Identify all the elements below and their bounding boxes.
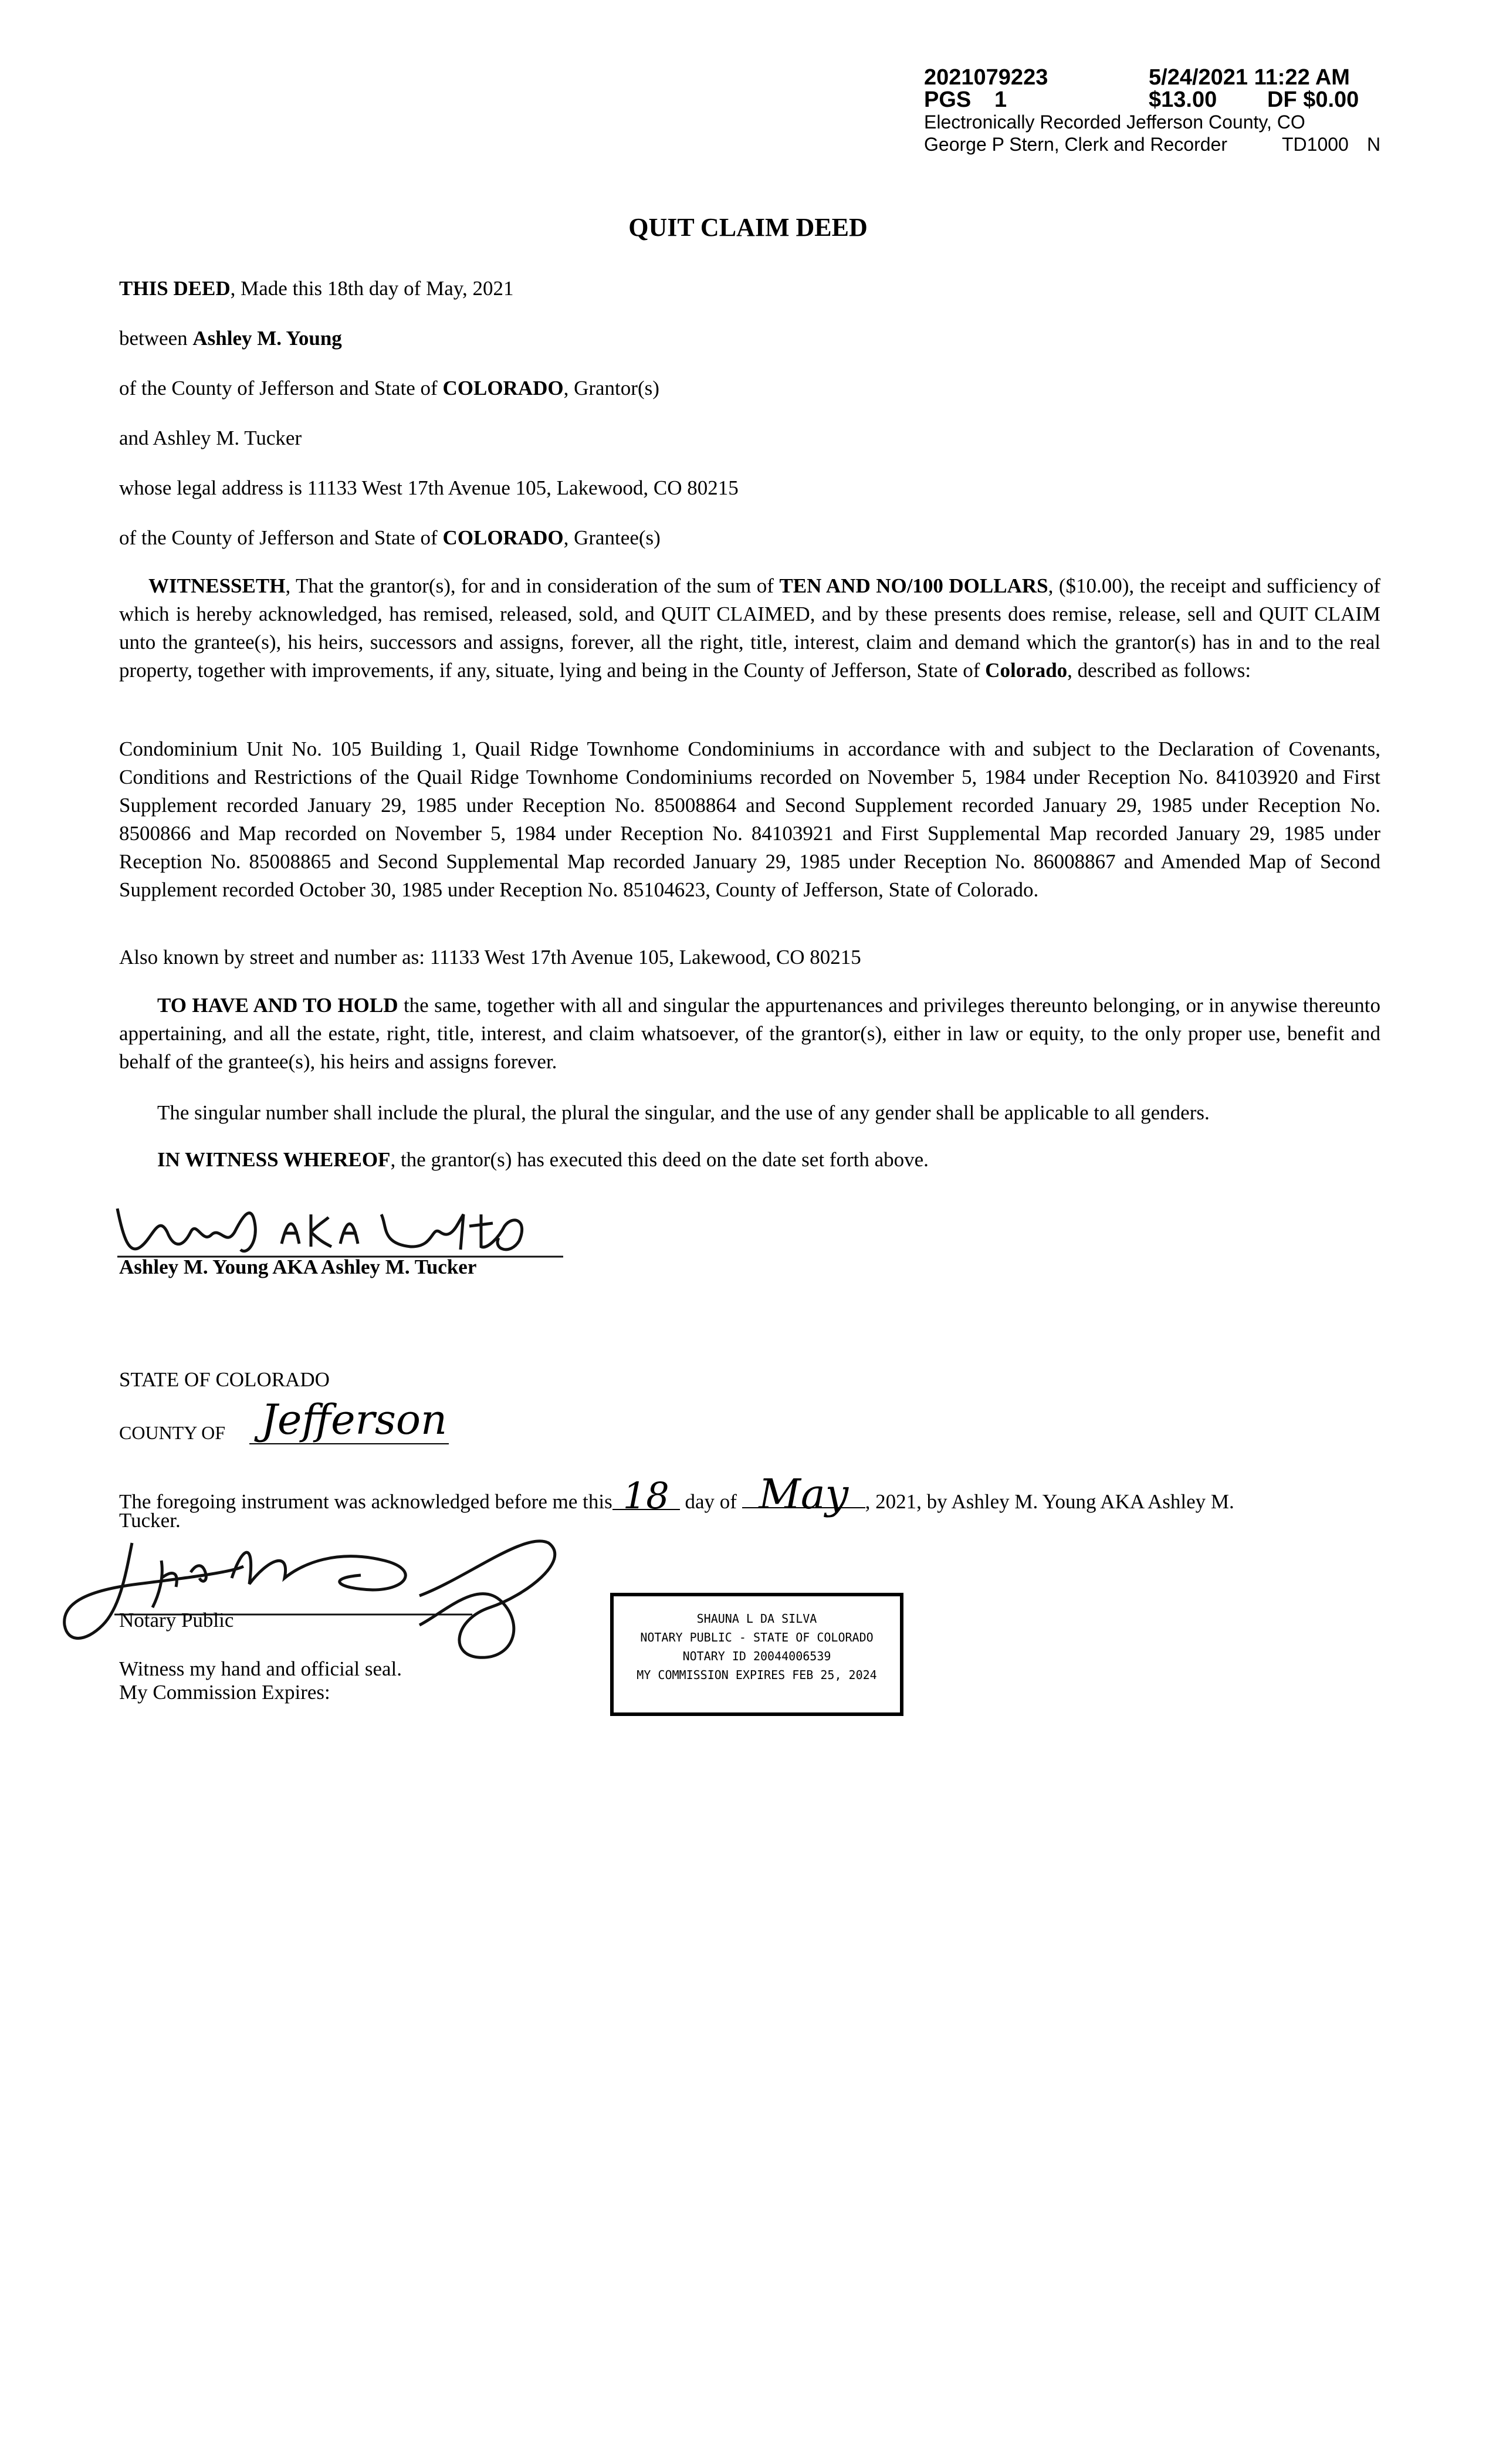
witnesseth-lead: WITNESSETH [148,574,286,597]
notary-county-handwritten: Jefferson [261,1396,448,1444]
witnesseth-part2: , ($10.00), the receipt and sufficiency of which is hereby acknowledged, has remised, released, sold, and QUIT CLAIMED, and by these presents does remise, release, sell and QUIT CLAIM unto the grantee(s), his heirs, successors and assigns, forever, all the right, title, interest, claim and demand which the grantor(s) has in and to the real property, together with improvements, if any, situate, lying and being in the County of Jefferson, State of [119,574,1380,682]
witnesseth-part3: , described as follows: [1067,659,1251,682]
deed-date-line [119,276,513,302]
ack-month: May [742,1481,865,1508]
recording-fee: $13.00 [1149,87,1217,112]
recording-county: Electronically Recorded Jefferson County, CO [924,111,1305,133]
ack-part3: , 2021, by Ashley M. Young AKA Ashley M. [865,1490,1234,1513]
notary-signature [56,1508,572,1672]
documentary-fee: DF $0.00 [1267,87,1359,112]
witness-whereof-rest: , the grantor(s) has executed this deed on the date set forth above. [390,1148,929,1171]
grantor-name: Ashley M. Young [192,327,342,350]
stamp-name: SHAUNA L DA SILVA [696,1612,817,1626]
witnesseth-state: Colorado [985,659,1068,682]
stamp-notary-id: NOTARY ID 20044006539 [682,1649,831,1663]
grantee-line: and Ashley M. Tucker [119,427,302,449]
grantee-state: COLORADO [442,526,564,549]
grantor-state: COLORADO [442,377,564,400]
county-underline [249,1443,449,1444]
grantor-county-line [119,375,659,401]
document-title: QUIT CLAIM DEED [628,213,868,242]
notary-state: STATE OF COLORADO [119,1368,330,1391]
habendum-rest: the same, together with all and singular the appurtenances and privileges thereunto belonging, or in anywise thereunto appertaining, and all the estate, right, title, interest, and claim whatsoever, of the grantor(s), either in law or equity, to the only proper use, benefit and behalf of the grantee(s), his heirs and assigns forever. [119,994,1380,1073]
document-code: TD1000 [1282,134,1349,155]
habendum-paragraph [119,991,1380,1076]
also-known-as: Also known by street and number as: 11133 West 17th Avenue 105, Lakewood, CO 80215 [119,946,861,969]
commission-expires: My Commission Expires: [119,1681,330,1704]
grantee-county-line [119,525,661,551]
stamp-expires: MY COMMISSION EXPIRES FEB 25, 2024 [637,1668,877,1682]
clerk-name: George P Stern, Clerk and Recorder [924,134,1227,155]
deed-date: , Made this 18th day of May, 2021 [230,277,514,300]
witness-hand-seal: Witness my hand and official seal. [119,1657,402,1680]
notary-county-label: COUNTY OF [119,1422,226,1443]
grantee-county-lead: of the County of Jefferson and State of [119,526,443,549]
recorded-datetime: 5/24/2021 11:22 AM [1149,65,1350,90]
witness-whereof-lead: IN WITNESS WHEREOF [157,1148,391,1171]
reception-number: 2021079223 [924,65,1048,90]
ack-part2: day of [679,1490,742,1513]
acknowledgment-line2: Tucker. [119,1509,181,1532]
legal-description: Condominium Unit No. 105 Building 1, Quail Ridge Townhome Condominiums in accordance with and subject to the Declaration of Covenants, Conditions and Restrictions of the Quail Ridge Townhome Condominiums recorded on November 5, 1984 under Reception No. 84103920 and First Supplement recorded January 29, 1985 under Reception No. 85008864 and Second Supplement recorded January 29, 1985 under Reception No. 8500866 and Map recorded on November 5, 1984 under Reception No. 84103921 and First Supplemental Map recorded January 29, 1985 under Reception No. 85008865 and Second Supplemental Map recorded January 29, 1985 under Reception No. 86008867 and Amended Map of Second Supplement recorded October 30, 1985 under Reception No. 85104623, County of Jefferson, State of Colorado. [119,737,1380,901]
document-code-suffix: N [1367,134,1381,155]
consideration-amount: TEN AND NO/100 DOLLARS [779,574,1048,597]
singular-clause: The singular number shall include the plural, the plural the singular, and the use of any gender shall be applicable to all genders. [157,1101,1210,1124]
between-lead: between [119,327,193,350]
ack-part1: The foregoing instrument was acknowledged before me this [119,1490,612,1513]
witnesseth-paragraph [119,572,1380,685]
habendum-lead: TO HAVE AND TO HOLD [157,994,398,1017]
witnesseth-part1: , That the grantor(s), for and in consideration of the sum of [285,574,780,597]
grantor-role: , Grantor(s) [563,377,659,400]
ack-day: 18 [612,1483,680,1510]
pages-label: PGS [924,87,972,112]
stamp-title: NOTARY PUBLIC - STATE OF COLORADO [640,1630,874,1644]
pages-count: 1 [994,87,1007,112]
grantee-role: , Grantee(s) [563,526,661,549]
notary-public-label: Notary Public [119,1609,234,1632]
between-line [119,326,342,351]
deed-lead: THIS DEED [119,277,231,300]
grantor-printed-name: Ashley M. Young AKA Ashley M. Tucker [119,1255,477,1278]
grantee-address: whose legal address is 11133 West 17th Avenue 105, Lakewood, CO 80215 [119,476,739,499]
notary-stamp [610,1593,903,1716]
witness-whereof [157,1147,929,1173]
grantor-county-lead: of the County of Jefferson and State of [119,377,443,400]
